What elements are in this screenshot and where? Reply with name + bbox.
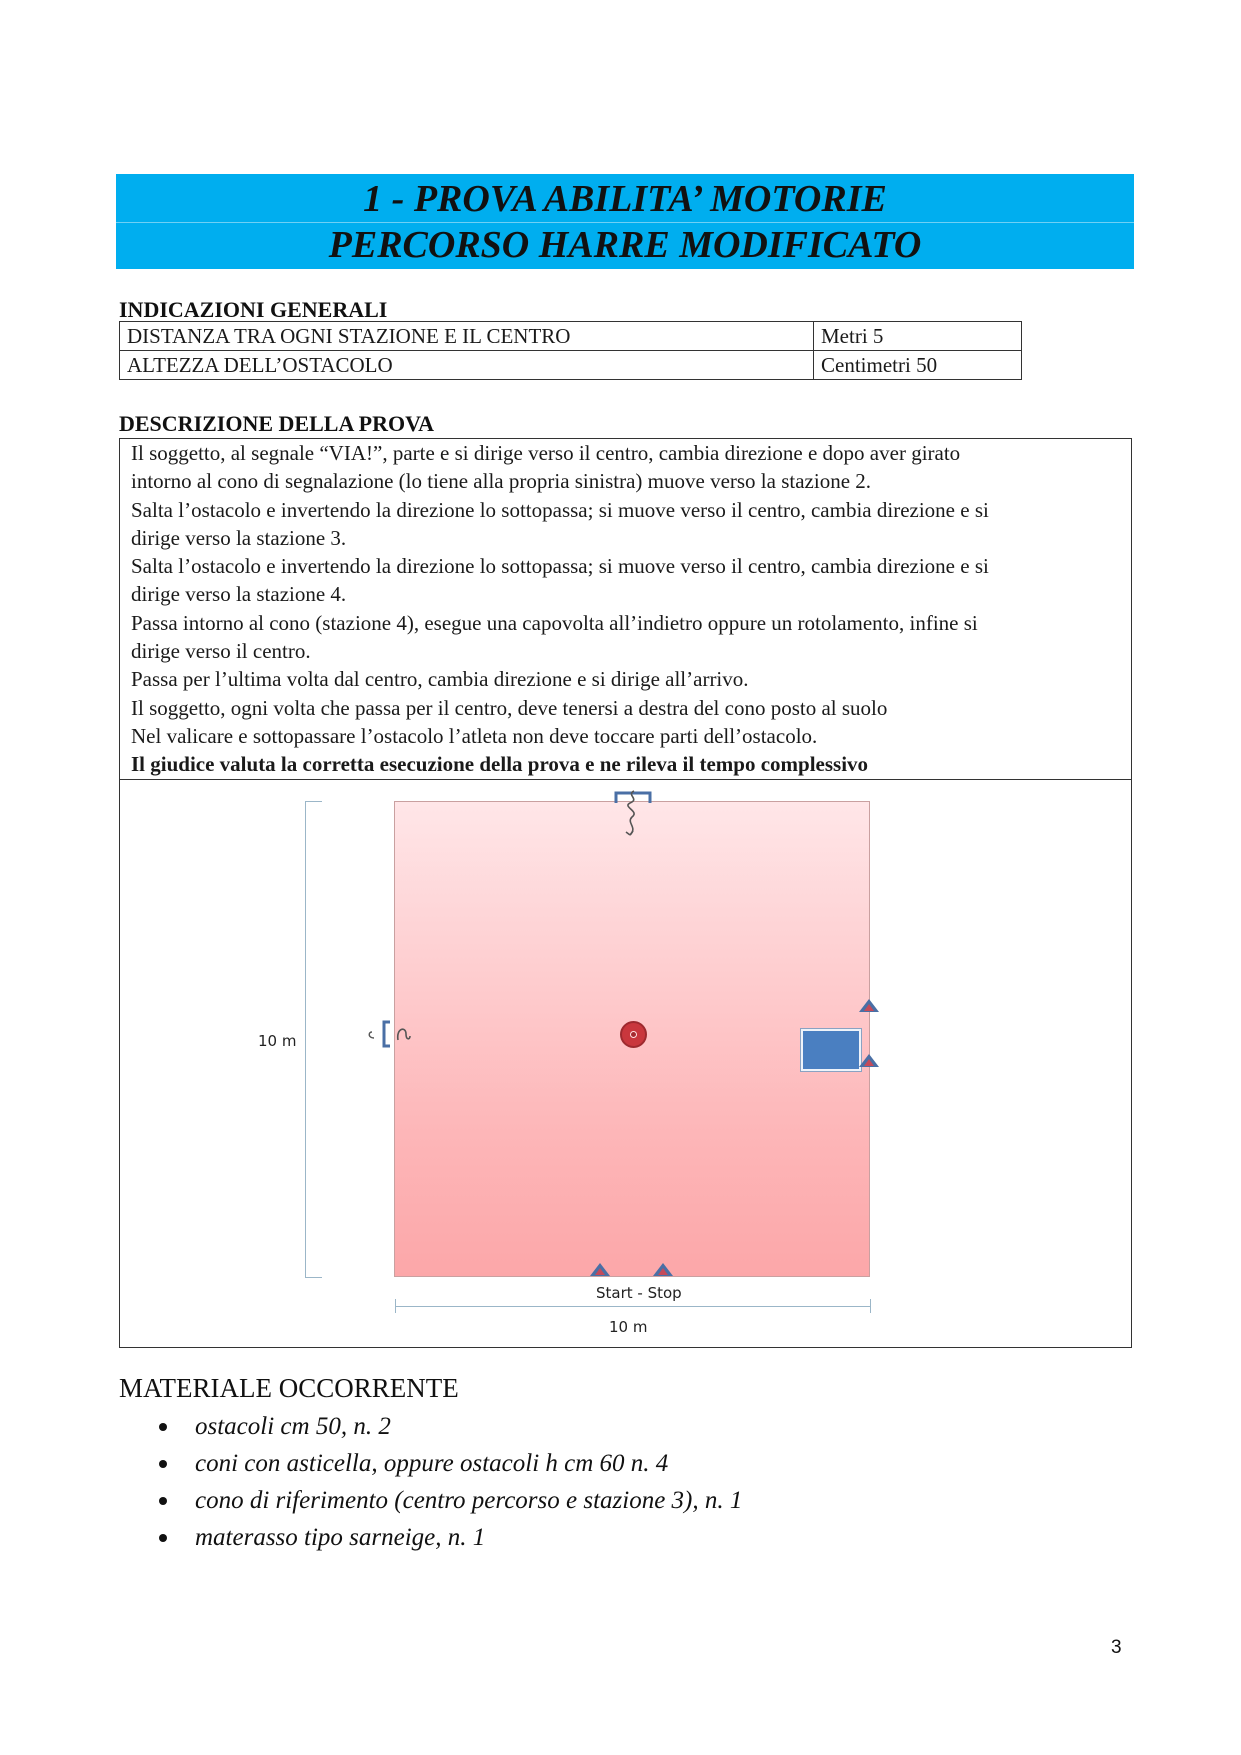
description-line: intorno al cono di segnalazione (lo tiene alla propria sinistra) muove verso la stazione 2. [131, 469, 872, 494]
description-line: dirige verso la stazione 4. [131, 582, 347, 607]
title-banner [116, 174, 1134, 269]
table-row [120, 351, 1022, 380]
description-line: Passa per l’ultima volta dal centro, cambia direzione e si dirige all’arrivo. [131, 667, 749, 692]
list-item [159, 1519, 742, 1556]
description-text [120, 439, 1131, 780]
general-heading: INDICAZIONI GENERALI [119, 297, 388, 322]
list-item [159, 1408, 742, 1445]
bullet-icon [159, 1534, 167, 1542]
general-value: Metri 5 [814, 322, 1022, 351]
center-cone-dot [631, 1032, 636, 1037]
general-table [119, 321, 1022, 380]
stop-cone-icon [653, 1263, 673, 1276]
bullet-icon [159, 1460, 167, 1468]
title-line-1: 1 - PROVA ABILITA’ MOTORIE [363, 178, 887, 220]
description-line: dirige verso la stazione 3. [131, 525, 347, 550]
table-row [120, 322, 1022, 351]
width-label: 10 m [609, 1318, 648, 1336]
description-box [119, 438, 1132, 1348]
title-line-2: PERCORSO HARRE MODIFICATO [328, 224, 922, 266]
cone-marker-inner [658, 1268, 668, 1275]
page-number: 3 [1111, 1637, 1122, 1658]
cone-marker-inner [864, 1004, 874, 1011]
height-dimension-line [305, 801, 306, 1278]
material-item: coni con asticella, oppure ostacoli h cm 60 n. 4 [195, 1450, 669, 1477]
general-label: ALTEZZA DELL’OSTACOLO [120, 351, 814, 380]
course-diagram [120, 781, 1131, 1347]
mat-icon [801, 1029, 861, 1071]
description-line: Salta l’ostacolo e invertendo la direzione lo sottopassa; si muove verso il centro, cambia direzione e si [131, 554, 989, 579]
list-item [159, 1482, 742, 1519]
material-item: ostacoli cm 50, n. 2 [195, 1413, 391, 1440]
cone-marker-icon [859, 1054, 879, 1067]
description-heading: DESCRIZIONE DELLA PROVA [119, 411, 435, 436]
material-item: cono di riferimento (centro percorso e stazione 3), n. 1 [195, 1487, 743, 1514]
cone-marker-icon [859, 999, 879, 1012]
description-line: Il soggetto, ogni volta che passa per il centro, deve tenersi a destra del cono posto al suolo [131, 695, 888, 720]
height-label: 10 m [258, 1032, 297, 1050]
materials-list [159, 1408, 742, 1556]
center-cone-icon [620, 1021, 647, 1048]
description-line: Nel valicare e sottopassare l’ostacolo l’atleta non deve toccare parti dell’ostacolo. [131, 723, 818, 748]
general-value: Centimetri 50 [814, 351, 1022, 380]
list-item [159, 1445, 742, 1482]
hurdle-icon [612, 789, 654, 839]
height-dimension-tick [305, 1277, 322, 1278]
description-line: dirige verso il centro. [131, 639, 311, 664]
height-dimension-tick [305, 801, 322, 802]
material-item: materasso tipo sarneige, n. 1 [195, 1524, 486, 1551]
cone-marker-inner [864, 1059, 874, 1066]
start-stop-label: Start - Stop [596, 1284, 682, 1302]
width-dimension-line [395, 1306, 871, 1307]
general-label: DISTANZA TRA OGNI STAZIONE E IL CENTRO [120, 322, 814, 351]
bullet-icon [159, 1497, 167, 1505]
cone-marker-inner [595, 1268, 605, 1275]
start-cone-icon [590, 1263, 610, 1276]
description-line: Passa intorno al cono (stazione 4), esegue una capovolta all’indietro oppure un rotolamento, infine si [131, 610, 978, 635]
judge-note: Il giudice valuta la corretta esecuzione della prova e ne rileva il tempo complessivo [131, 752, 869, 777]
description-line: Salta l’ostacolo e invertendo la direzione lo sottopassa; si muove verso il centro, cambia direzione e si [131, 497, 989, 522]
width-dimension-tick [870, 1299, 871, 1313]
description-line: Il soggetto, al segnale “VIA!”, parte e si dirige verso il centro, cambia direzione e dopo aver girato [131, 441, 961, 465]
bullet-icon [159, 1423, 167, 1431]
hurdle-icon [366, 1014, 422, 1054]
materials-heading: MATERIALE OCCORRENTE [119, 1373, 459, 1403]
